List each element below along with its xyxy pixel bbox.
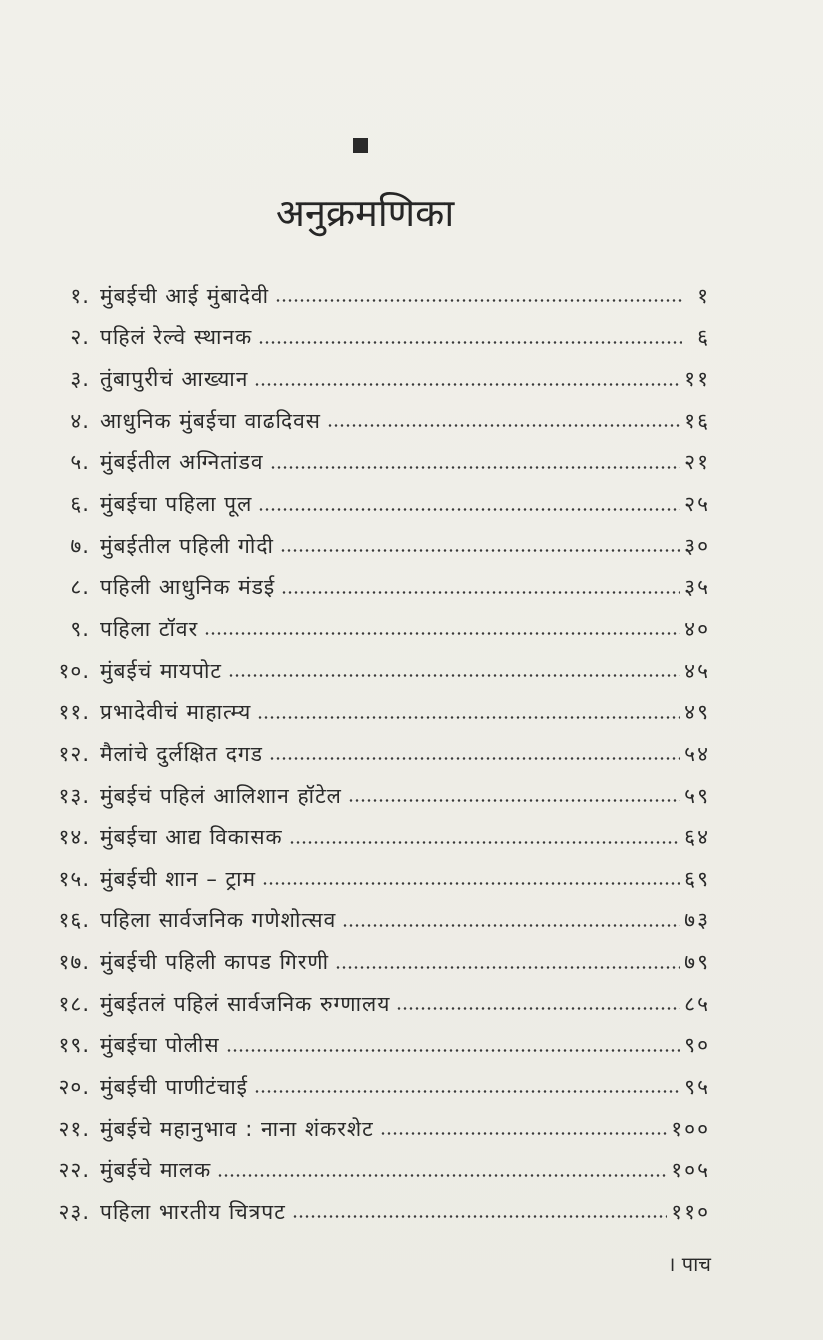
- toc-entry-title: पहिला सार्वजनिक गणेशोत्सव: [100, 908, 337, 933]
- toc-entry-page: ११०: [671, 1199, 710, 1224]
- toc-entry-page: ४९: [684, 700, 710, 725]
- toc-entry-title: मुंबईचं मायपोट: [100, 658, 222, 683]
- toc-entry: [38, 858, 710, 900]
- dot-leader: [289, 841, 680, 844]
- toc-entry-title: मुंबईचे महानुभाव : नाना शंकरशेट: [100, 1116, 374, 1141]
- toc-entry-page: ७९: [684, 950, 710, 975]
- dot-leader: [226, 1049, 681, 1052]
- toc-entry: [38, 566, 710, 608]
- toc-entry-number: १२.: [58, 741, 90, 766]
- dot-leader: [280, 549, 680, 552]
- toc-entry-number: २१.: [58, 1116, 90, 1141]
- toc-entry: [38, 900, 710, 942]
- toc-entry-page: ७३: [684, 908, 710, 933]
- dot-leader: [258, 508, 680, 511]
- toc-entry-title: पहिला टॉवर: [100, 616, 199, 641]
- dot-leader: [380, 1132, 668, 1135]
- toc-entry-number: ९.: [70, 616, 90, 641]
- toc-entry: [38, 317, 710, 359]
- toc-entry-page: ३५: [684, 575, 710, 600]
- dot-leader: [270, 466, 681, 469]
- toc-entry: [38, 941, 710, 983]
- toc-entry: [38, 650, 710, 692]
- toc-entry: [38, 1149, 710, 1191]
- toc-entry: [38, 400, 710, 442]
- dot-leader: [262, 882, 680, 885]
- toc-entry-title: मुंबईची पाणीटंचाई: [100, 1074, 248, 1099]
- dot-leader: [257, 716, 680, 719]
- dot-leader: [327, 424, 680, 427]
- toc-entry: [38, 691, 710, 733]
- dot-leader: [204, 632, 680, 635]
- toc-entry: [38, 1025, 710, 1067]
- toc-entry: [38, 1191, 710, 1233]
- toc-entry-title: पहिलं रेल्वे स्थानक: [100, 325, 253, 350]
- toc-entry: [38, 442, 710, 484]
- toc-entry-number: ३.: [70, 367, 90, 392]
- toc-entry: [38, 358, 710, 400]
- toc-entry-title: मुंबईची आई मुंबादेवी: [100, 283, 270, 308]
- toc-entry-page: १०५: [671, 1158, 710, 1183]
- toc-entry-page: १००: [671, 1116, 710, 1141]
- page-number: । पाच: [667, 1252, 711, 1276]
- toc-entry-title: मुंबईतील पहिली गोदी: [100, 533, 274, 558]
- toc-entry-page: २५: [684, 492, 710, 517]
- toc-entry-title: मुंबईचा पहिला पूल: [100, 492, 253, 517]
- toc-entry: [38, 525, 710, 567]
- dot-leader: [342, 924, 680, 927]
- square-ornament-icon: [353, 138, 368, 153]
- toc-entry-page: २१: [684, 450, 710, 475]
- toc-entry-title: मैलांचे दुर्लक्षित दगड: [100, 741, 263, 766]
- dot-leader: [254, 1090, 680, 1093]
- toc-entry-number: ११.: [58, 700, 90, 725]
- toc-entry-title: मुंबईतील अग्नितांडव: [100, 450, 264, 475]
- toc-entry-number: २३.: [58, 1199, 90, 1224]
- toc-entry-title: पहिली आधुनिक मंडई: [100, 575, 276, 600]
- dot-leader: [396, 1007, 680, 1010]
- dot-leader: [292, 1215, 667, 1218]
- toc-entry-number: २२.: [58, 1158, 90, 1183]
- toc-entry-number: १५.: [58, 866, 90, 891]
- toc-entry: [38, 733, 710, 775]
- dot-leader: [348, 799, 680, 802]
- toc-entry-number: ८.: [70, 575, 90, 600]
- toc-entry-page: ४०: [684, 616, 710, 641]
- toc-entry-number: ६.: [70, 492, 90, 517]
- page-title: अनुक्रमणिका: [275, 191, 455, 235]
- toc-entry-title: मुंबईची शान – ट्राम: [100, 866, 257, 891]
- toc-entry-number: ४.: [70, 408, 90, 433]
- toc-entry-number: १०.: [58, 658, 90, 683]
- toc-entry-page: ५४: [684, 741, 710, 766]
- toc-entry-number: १७.: [58, 950, 90, 975]
- toc-entry-title: मुंबईचा आद्य विकासक: [100, 825, 283, 850]
- toc-entry: [38, 483, 710, 525]
- toc-entry-title: पहिला भारतीय चित्रपट: [100, 1199, 286, 1224]
- toc-entry: [38, 1108, 710, 1150]
- toc-entry-number: १३.: [58, 783, 90, 808]
- toc-entry: [38, 275, 710, 317]
- toc-entry-title: मुंबईचं पहिलं आलिशान हॉटेल: [100, 783, 342, 808]
- toc-entry-page: ११: [684, 367, 710, 392]
- dot-leader: [281, 591, 680, 594]
- toc-entry-page: ५९: [684, 783, 710, 808]
- toc-entry-page: ६: [697, 325, 710, 350]
- toc-entry: [38, 816, 710, 858]
- toc-entry-page: १: [697, 283, 710, 308]
- toc-entry-page: ८५: [684, 991, 710, 1016]
- toc-entry-title: आधुनिक मुंबईचा वाढदिवस: [100, 408, 321, 433]
- toc-entry-title: तुंबापुरीचं आख्यान: [100, 367, 249, 392]
- toc-entry-title: मुंबईचे मालक: [100, 1158, 212, 1183]
- toc-entry-number: १.: [70, 283, 90, 308]
- toc-entry-page: ३०: [684, 533, 710, 558]
- toc-entry: [38, 775, 710, 817]
- toc-entry-title: मुंबईची पहिली कापड गिरणी: [100, 950, 330, 975]
- dot-leader: [217, 1174, 667, 1177]
- toc-entry-number: १८.: [58, 991, 90, 1016]
- toc-entry-page: ४५: [684, 658, 710, 683]
- dot-leader: [228, 674, 680, 677]
- toc-entry-page: ६९: [684, 866, 710, 891]
- dot-leader: [254, 383, 680, 386]
- dot-leader: [335, 966, 680, 969]
- toc-entry-page: ९५: [684, 1074, 710, 1099]
- toc-entry-number: २०.: [58, 1074, 90, 1099]
- toc-entry-number: २.: [70, 325, 90, 350]
- toc-entry-page: ६४: [684, 825, 710, 850]
- toc-entry-number: ५.: [70, 450, 90, 475]
- toc-entry: [38, 1066, 710, 1108]
- table-of-contents: [38, 275, 710, 1233]
- toc-entry: [38, 608, 710, 650]
- dot-leader: [258, 341, 682, 344]
- dot-leader: [275, 299, 682, 302]
- toc-entry-title: प्रभादेवीचं माहात्म्य: [100, 700, 252, 725]
- toc-entry-page: ९०: [684, 1033, 710, 1058]
- toc-entry-number: ७.: [70, 533, 90, 558]
- toc-entry: [38, 983, 710, 1025]
- toc-entry-number: १६.: [58, 908, 90, 933]
- dot-leader: [269, 757, 680, 760]
- toc-entry-number: १९.: [58, 1033, 90, 1058]
- toc-entry-title: मुंबईचा पोलीस: [100, 1033, 220, 1058]
- toc-entry-title: मुंबईतलं पहिलं सार्वजनिक रुग्णालय: [100, 991, 391, 1016]
- toc-entry-number: १४.: [58, 825, 90, 850]
- toc-entry-page: १६: [684, 408, 710, 433]
